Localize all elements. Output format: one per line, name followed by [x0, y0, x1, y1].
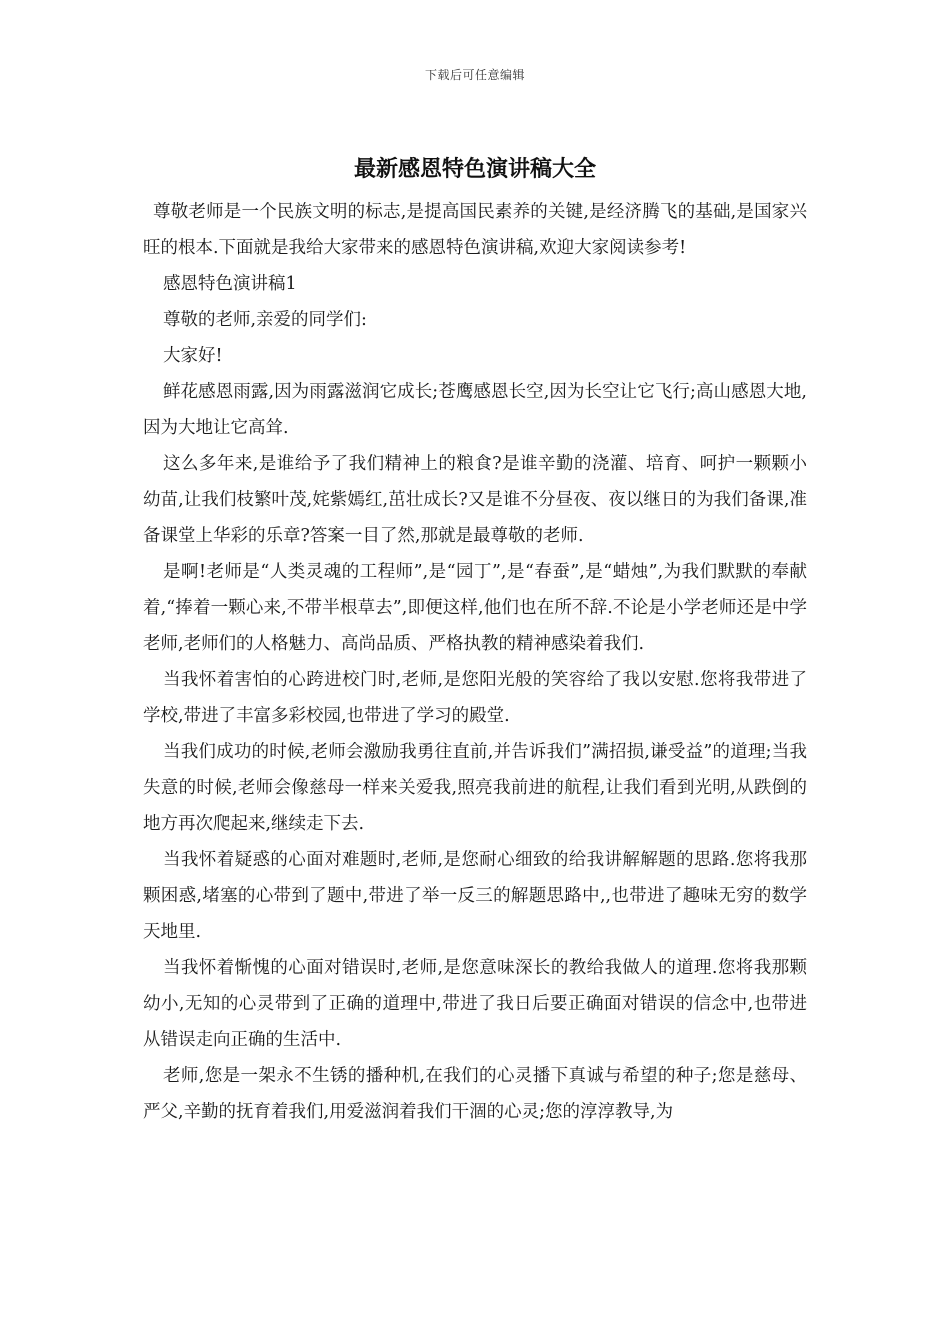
paragraph: 老师,您是一架永不生锈的播种机,在我们的心灵播下真诚与希望的种子;您是慈母、严父,辛勤的抚育着我们,用爱滋润着我们干涸的心灵;您的淳淳教导,为 — [143, 1066, 807, 1122]
paragraph: 当我们成功的时候,老师会激励我勇往直前,并告诉我们”满招损,谦受益”的道理;当我失意的时候,老师会像慈母一样来关爱我,照亮我前进的航程,让我们看到光明,从跌倒的地方再次爬起来,继续走下去. — [143, 742, 807, 834]
paragraph: 当我怀着惭愧的心面对错误时,老师,是您意味深长的教给我做人的道理.您将我那颗幼小,无知的心灵带到了正确的道理中,带进了我日后要正确面对错误的信念中,也带进从错误走向正确的生活中. — [143, 958, 807, 1050]
paragraph: 是啊!老师是“人类灵魂的工程师”,是“园丁”,是“春蚕”,是“蜡烛”,为我们默默的奉献着,“捧着一颗心来,不带半根草去”,即便这样,他们也在所不辞.不论是小学老师还是中学老师,老师们的人格魅力、高尚品质、严格执教的精神感染着我们. — [143, 562, 807, 654]
document-title: 最新感恩特色演讲稿大全 — [353, 157, 596, 182]
paragraph: 当我怀着害怕的心跨进校门时,老师,是您阳光般的笑容给了我以安慰.您将我带进了学校,带进了丰富多彩校园,也带进了学习的殿堂. — [143, 670, 807, 726]
header-note: 下载后可任意编辑 — [424, 68, 525, 82]
paragraph-section-heading: 感恩特色演讲稿1 — [163, 274, 297, 294]
paragraph-intro: 尊敬老师是一个民族文明的标志,是提高国民素养的关键,是经济腾飞的基础,是国家兴旺的根本.下面就是我给大家带来的感恩特色演讲稿,欢迎大家阅读参考! — [143, 202, 807, 258]
paragraph: 这么多年来,是谁给予了我们精神上的粮食?是谁辛勤的浇灌、培育、呵护一颗颗小幼苗,让我们枝繁叶茂,姹紫嫣红,茁壮成长?又是谁不分昼夜、夜以继日的为我们备课,准备课堂上华彩的乐章?答案一目了然,那就是最尊敬的老师. — [143, 454, 807, 546]
paragraph: 当我怀着疑惑的心面对难题时,老师,是您耐心细致的给我讲解解题的思路.您将我那颗困惑,堵塞的心带到了题中,带进了举一反三的解题思路中,,也带进了趣味无穷的数学天地里. — [143, 850, 807, 942]
document-body — [143, 194, 807, 1130]
paragraph-greeting: 大家好! — [163, 346, 223, 366]
paragraph: 鲜花感恩雨露,因为雨露滋润它成长;苍鹰感恩长空,因为长空让它飞行;高山感恩大地,因为大地让它高耸. — [143, 382, 807, 438]
paragraph-salutation: 尊敬的老师,亲爱的同学们: — [163, 310, 367, 330]
